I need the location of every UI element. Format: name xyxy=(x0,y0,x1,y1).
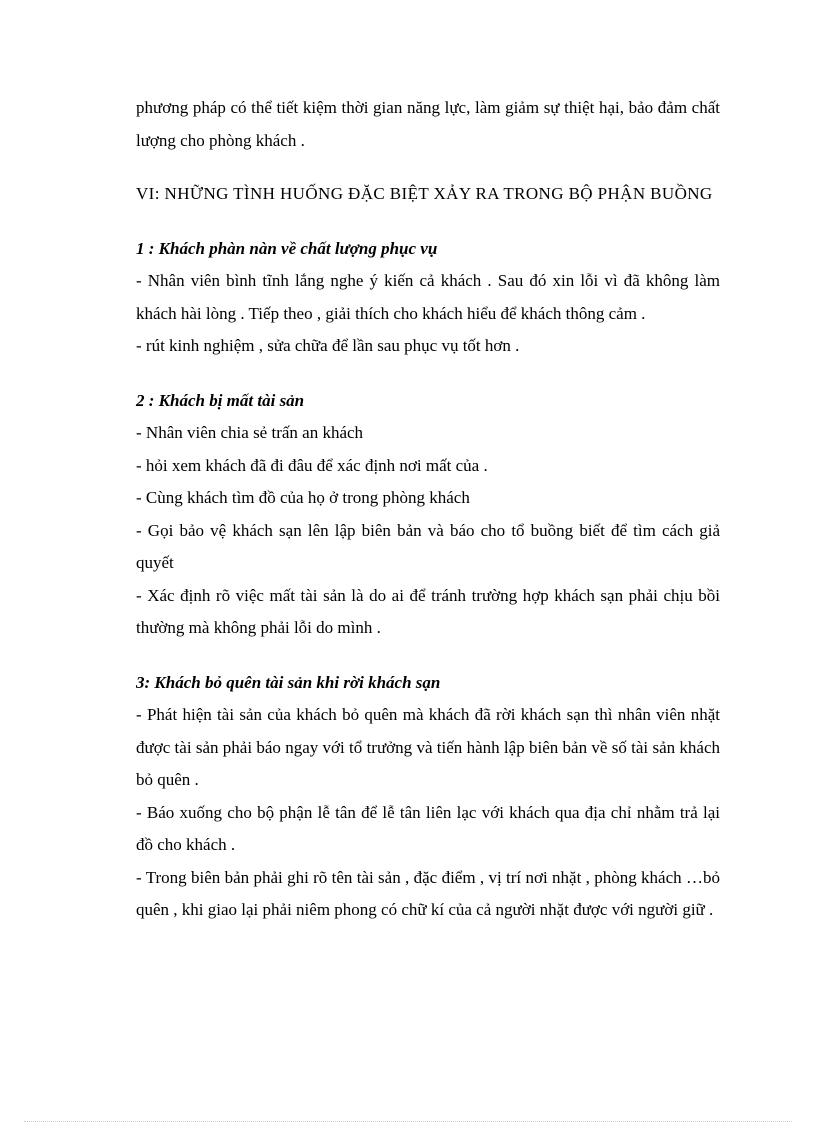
section-paragraph: - Báo xuống cho bộ phận lễ tân để lễ tân liên lạc với khách qua địa chỉ nhằm trả lại đồ cho khách . xyxy=(136,802,720,854)
section-paragraph: - Cùng khách tìm đồ của họ ở trong phòng khách xyxy=(136,488,470,507)
section-lost-property xyxy=(136,385,720,645)
section-title: 2 : Khách bị mất tài sản xyxy=(136,390,305,410)
chapter-heading: VI: NHỮNG TÌNH HUỐNG ĐẶC BIỆT XẢY RA TRONG BỘ PHẬN BUỒNG xyxy=(136,184,713,203)
section-paragraph: - Phát hiện tài sản của khách bỏ quên mà khách đã rời khách sạn thì nhân viên nhặt được tài sản phải báo ngay với tổ trưởng và tiến hành lập biên bản về số tài sản khách bỏ quên . xyxy=(136,705,720,789)
section-paragraph: - rút kinh nghiệm , sửa chữa để lần sau phục vụ tốt hơn . xyxy=(136,336,520,355)
section-complaint xyxy=(136,233,720,363)
section-title: 1 : Khách phàn nàn về chất lượng phục vụ xyxy=(136,238,438,258)
intro-paragraph: phương pháp có thể tiết kiệm thời gian năng lực, làm giảm sự thiệt hại, bảo đảm chất lượng cho phòng khách . xyxy=(136,98,720,150)
section-paragraph: - Nhân viên chia sẻ trấn an khách xyxy=(136,423,364,442)
page-content xyxy=(136,92,720,949)
page-bottom-divider xyxy=(24,1121,792,1122)
section-paragraph: - Gọi bảo vệ khách sạn lên lập biên bản và báo cho tổ buồng biết để tìm cách giả quyết xyxy=(136,520,720,572)
section-paragraph: - hỏi xem khách đã đi đâu để xác định nơi mất của . xyxy=(136,455,488,475)
section-forgotten-property xyxy=(136,667,720,927)
section-paragraph: - Nhân viên bình tĩnh lắng nghe ý kiến cả khách . Sau đó xin lỗi vì đã không làm khách hài lòng . Tiếp theo , giải thích cho khách hiểu để khách thông cảm . xyxy=(136,271,720,323)
section-paragraph: - Xác định rõ việc mất tài sản là do ai để tránh trường hợp khách sạn phải chịu bồi thường mà không phải lỗi do mình . xyxy=(136,585,720,637)
section-title: 3: Khách bỏ quên tài sản khi rời khách sạn xyxy=(136,672,441,692)
section-paragraph: - Trong biên bản phải ghi rõ tên tài sản , đặc điểm , vị trí nơi nhặt , phòng khách …bỏ quên , khi giao lại phải niêm phong có chữ kí của cả người nhặt được với người giữ . xyxy=(136,867,720,919)
